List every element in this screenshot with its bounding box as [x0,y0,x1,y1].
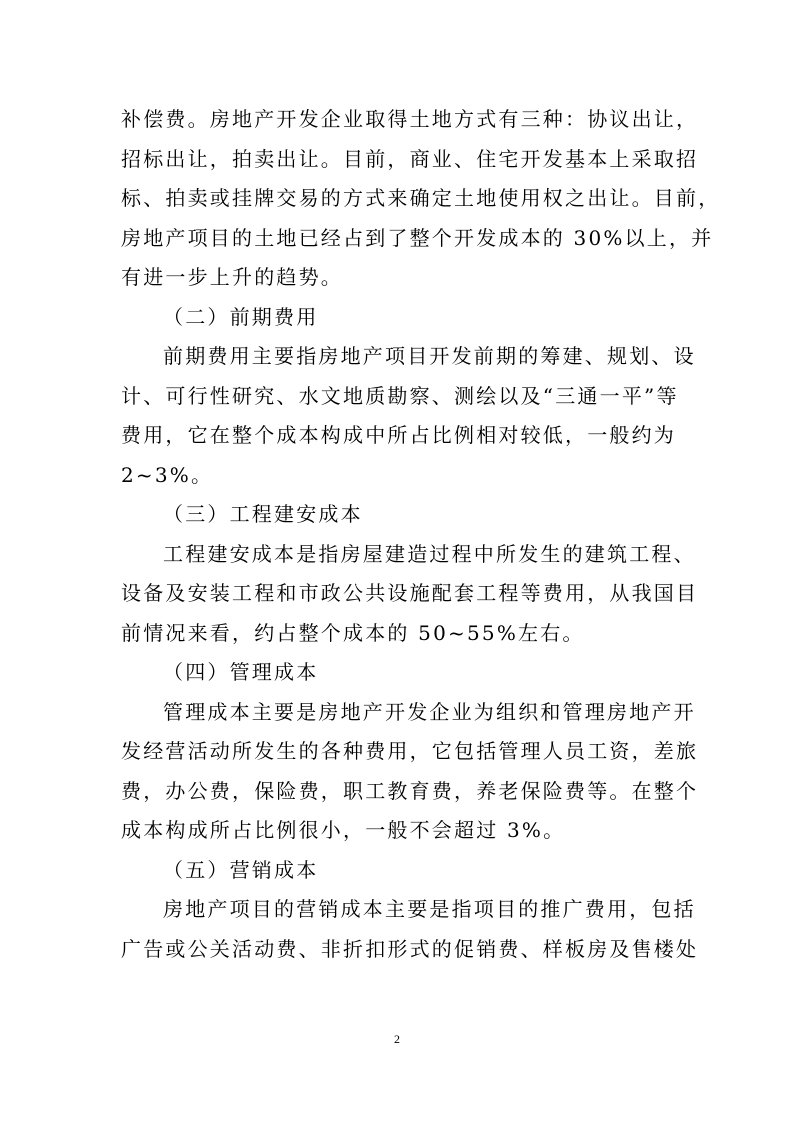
paragraph-first-line: 管理成本主要是房地产开发企业为组织和管理房地产开 [163,699,696,724]
text-line: 成本构成所占比例很小，一般不会超过 3%。 [121,818,566,842]
section-heading-4: （四）管理成本 [163,660,319,684]
paragraph-first-line: 房地产项目的营销成本主要是指项目的推广费用，包括 [163,897,696,921]
body-text [121,100,721,969]
paragraph-first-line: 前期费用主要指房地产项目开发前期的筹建、规划、设 [163,344,696,368]
text-line: 前情况来看，约占整个成本的 50~55%左右。 [121,620,585,645]
text-line: 房地产项目的土地已经占到了整个开发成本的 30%以上，并 [121,225,714,250]
text-line: 补偿费。房地产开发企业取得土地方式有三种：协议出让， [121,107,699,131]
text-line: 标、拍卖或挂牌交易的方式来确定土地使用权之出让。目前， [121,186,721,210]
text-line: 发经营活动所发生的各种费用，它包括管理人员工资，差旅 [121,739,699,763]
text-line: 2~3%。 [121,462,214,487]
text-line: 费用，它在整个成本构成中所占比例相对较低，一般约为 [121,423,676,447]
text-line: 费，办公费，保险费，职工教育费，养老保险费等。在整个 [121,778,699,803]
section-heading-3: （三）工程建安成本 [163,502,363,526]
section-heading-2: （二）前期费用 [163,304,319,329]
section-heading-5: （五）营销成本 [163,857,319,882]
text-line: 有进一步上升的趋势。 [121,265,343,289]
text-line: 计、可行性研究、水文地质勘察、测绘以及“三通一平”等 [121,383,679,408]
text-line: 广告或公关活动费、非折扣形式的促销费、样板房及售楼处 [121,936,699,961]
page-number: 2 [394,1032,400,1046]
text-line: 招标出让，拍卖出让。目前，商业、住宅开发基本上采取招 [121,146,699,171]
text-line: 设备及安装工程和市政公共设施配套工程等费用，从我国目 [121,581,699,605]
paragraph-first-line: 工程建安成本是指房屋建造过程中所发生的建筑工程、 [163,541,696,566]
